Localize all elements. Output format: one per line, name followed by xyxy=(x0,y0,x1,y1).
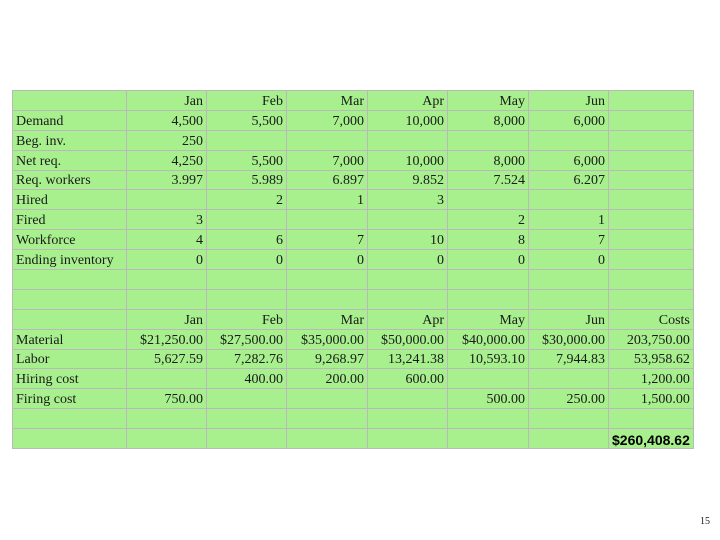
total-cost-cell: $260,408.62 xyxy=(609,429,694,449)
empty-cell xyxy=(127,270,207,290)
empty-cell xyxy=(448,409,529,429)
value-cell: 4,500 xyxy=(127,110,207,130)
value-cell: 0 xyxy=(287,250,368,270)
spreadsheet-body xyxy=(13,91,694,449)
empty-cell xyxy=(368,270,448,290)
value-cell xyxy=(368,210,448,230)
month-header-cell: Jan xyxy=(127,91,207,111)
month-header-cell: Feb xyxy=(207,91,287,111)
empty-cell xyxy=(609,409,694,429)
cost-cell: 53,958.62 xyxy=(609,349,694,369)
value-cell: 200.00 xyxy=(287,369,368,389)
empty-cell xyxy=(609,91,694,111)
empty-cell xyxy=(529,409,609,429)
header-corner-cell xyxy=(13,91,127,111)
total-row xyxy=(13,429,694,449)
value-cell: 8,000 xyxy=(448,110,529,130)
value-cell: 6 xyxy=(207,230,287,250)
table1-row xyxy=(13,110,694,130)
value-cell: 9.852 xyxy=(368,170,448,190)
row-label-cell: Labor xyxy=(13,349,127,369)
month-header-cell: Jun xyxy=(529,91,609,111)
empty-cell xyxy=(609,190,694,210)
costs-header-cell: Costs xyxy=(609,309,694,329)
value-cell xyxy=(448,130,529,150)
empty-cell xyxy=(13,289,127,309)
table1-row xyxy=(13,150,694,170)
value-cell xyxy=(207,130,287,150)
value-cell xyxy=(287,130,368,150)
value-cell xyxy=(368,389,448,409)
value-cell: 0 xyxy=(127,250,207,270)
value-cell: 7.524 xyxy=(448,170,529,190)
value-cell xyxy=(529,369,609,389)
row-label-cell: Hired xyxy=(13,190,127,210)
empty-cell xyxy=(609,270,694,290)
value-cell xyxy=(529,190,609,210)
value-cell: 4 xyxy=(127,230,207,250)
value-cell: 10,000 xyxy=(368,110,448,130)
month-header-cell: Feb xyxy=(207,309,287,329)
value-cell: 8 xyxy=(448,230,529,250)
month-header-cell: Jan xyxy=(127,309,207,329)
empty-cell xyxy=(609,289,694,309)
table1-header-row xyxy=(13,91,694,111)
empty-cell xyxy=(207,409,287,429)
empty-cell xyxy=(609,210,694,230)
value-cell: 750.00 xyxy=(127,389,207,409)
empty-cell xyxy=(448,289,529,309)
value-cell: 10,000 xyxy=(368,150,448,170)
empty-cell xyxy=(609,130,694,150)
value-cell xyxy=(207,210,287,230)
value-cell: 10 xyxy=(368,230,448,250)
row-label-cell: Fired xyxy=(13,210,127,230)
value-cell: 5,500 xyxy=(207,150,287,170)
empty-cell xyxy=(609,230,694,250)
value-cell: 7,000 xyxy=(287,150,368,170)
value-cell: $27,500.00 xyxy=(207,329,287,349)
empty-cell xyxy=(287,289,368,309)
table1-row xyxy=(13,230,694,250)
value-cell: 250 xyxy=(127,130,207,150)
empty-cell xyxy=(287,429,368,449)
value-cell: 9,268.97 xyxy=(287,349,368,369)
blank-row xyxy=(13,409,694,429)
table1-row xyxy=(13,190,694,210)
table1-row xyxy=(13,170,694,190)
table1-row xyxy=(13,210,694,230)
value-cell xyxy=(368,130,448,150)
value-cell: 0 xyxy=(448,250,529,270)
value-cell xyxy=(287,210,368,230)
value-cell: $35,000.00 xyxy=(287,329,368,349)
spreadsheet-table xyxy=(12,90,694,449)
value-cell xyxy=(529,130,609,150)
empty-cell xyxy=(207,429,287,449)
value-cell: $21,250.00 xyxy=(127,329,207,349)
value-cell xyxy=(127,190,207,210)
page-number: 15 xyxy=(700,516,710,527)
value-cell: 5,627.59 xyxy=(127,349,207,369)
value-cell: 0 xyxy=(368,250,448,270)
empty-cell xyxy=(368,409,448,429)
value-cell: 250.00 xyxy=(529,389,609,409)
value-cell xyxy=(287,389,368,409)
value-cell: 13,241.38 xyxy=(368,349,448,369)
empty-cell xyxy=(529,289,609,309)
value-cell: 2 xyxy=(448,210,529,230)
row-label-cell: Hiring cost xyxy=(13,369,127,389)
value-cell: 3 xyxy=(368,190,448,210)
value-cell: 10,593.10 xyxy=(448,349,529,369)
month-header-cell: Jun xyxy=(529,309,609,329)
row-label-cell: Firing cost xyxy=(13,389,127,409)
value-cell: 6,000 xyxy=(529,110,609,130)
empty-cell xyxy=(368,289,448,309)
empty-cell xyxy=(127,429,207,449)
value-cell xyxy=(448,190,529,210)
table2-row xyxy=(13,369,694,389)
empty-cell xyxy=(529,270,609,290)
empty-cell xyxy=(13,270,127,290)
value-cell: 7,282.76 xyxy=(207,349,287,369)
blank-row xyxy=(13,270,694,290)
cost-cell: 1,500.00 xyxy=(609,389,694,409)
value-cell: 400.00 xyxy=(207,369,287,389)
value-cell: 5,500 xyxy=(207,110,287,130)
empty-cell xyxy=(287,270,368,290)
empty-cell xyxy=(368,429,448,449)
value-cell xyxy=(448,369,529,389)
value-cell: 6.897 xyxy=(287,170,368,190)
empty-cell xyxy=(13,409,127,429)
value-cell: 6,000 xyxy=(529,150,609,170)
value-cell: 3.997 xyxy=(127,170,207,190)
value-cell xyxy=(127,369,207,389)
row-label-cell: Net req. xyxy=(13,150,127,170)
empty-cell xyxy=(13,429,127,449)
empty-cell xyxy=(609,110,694,130)
row-label-cell: Workforce xyxy=(13,230,127,250)
empty-cell xyxy=(127,409,207,429)
table1-row xyxy=(13,130,694,150)
empty-cell xyxy=(529,429,609,449)
value-cell: $30,000.00 xyxy=(529,329,609,349)
value-cell: 600.00 xyxy=(368,369,448,389)
table2-row xyxy=(13,329,694,349)
row-label-cell: Beg. inv. xyxy=(13,130,127,150)
table2-row xyxy=(13,389,694,409)
value-cell: 5.989 xyxy=(207,170,287,190)
month-header-cell: May xyxy=(448,309,529,329)
value-cell: 2 xyxy=(207,190,287,210)
value-cell: 1 xyxy=(529,210,609,230)
row-label-cell: Material xyxy=(13,329,127,349)
row-label-cell: Demand xyxy=(13,110,127,130)
value-cell xyxy=(207,389,287,409)
value-cell: 0 xyxy=(207,250,287,270)
value-cell: 7,944.83 xyxy=(529,349,609,369)
value-cell: $50,000.00 xyxy=(368,329,448,349)
empty-cell xyxy=(127,289,207,309)
empty-cell xyxy=(609,150,694,170)
value-cell: 4,250 xyxy=(127,150,207,170)
row-label-cell: Req. workers xyxy=(13,170,127,190)
header-corner-cell xyxy=(13,309,127,329)
value-cell: 6.207 xyxy=(529,170,609,190)
month-header-cell: Mar xyxy=(287,309,368,329)
value-cell: 500.00 xyxy=(448,389,529,409)
empty-cell xyxy=(448,429,529,449)
month-header-cell: Apr xyxy=(368,309,448,329)
empty-cell xyxy=(207,270,287,290)
value-cell: 0 xyxy=(529,250,609,270)
cost-cell: 1,200.00 xyxy=(609,369,694,389)
table2-header-row xyxy=(13,309,694,329)
month-header-cell: Apr xyxy=(368,91,448,111)
cost-cell: 203,750.00 xyxy=(609,329,694,349)
blank-row xyxy=(13,289,694,309)
empty-cell xyxy=(609,170,694,190)
value-cell: 3 xyxy=(127,210,207,230)
row-label-cell: Ending inventory xyxy=(13,250,127,270)
month-header-cell: May xyxy=(448,91,529,111)
value-cell: $40,000.00 xyxy=(448,329,529,349)
value-cell: 1 xyxy=(287,190,368,210)
month-header-cell: Mar xyxy=(287,91,368,111)
empty-cell xyxy=(287,409,368,429)
table1-row xyxy=(13,250,694,270)
value-cell: 7 xyxy=(529,230,609,250)
value-cell: 8,000 xyxy=(448,150,529,170)
empty-cell xyxy=(448,270,529,290)
table2-row xyxy=(13,349,694,369)
empty-cell xyxy=(609,250,694,270)
value-cell: 7 xyxy=(287,230,368,250)
value-cell: 7,000 xyxy=(287,110,368,130)
empty-cell xyxy=(207,289,287,309)
